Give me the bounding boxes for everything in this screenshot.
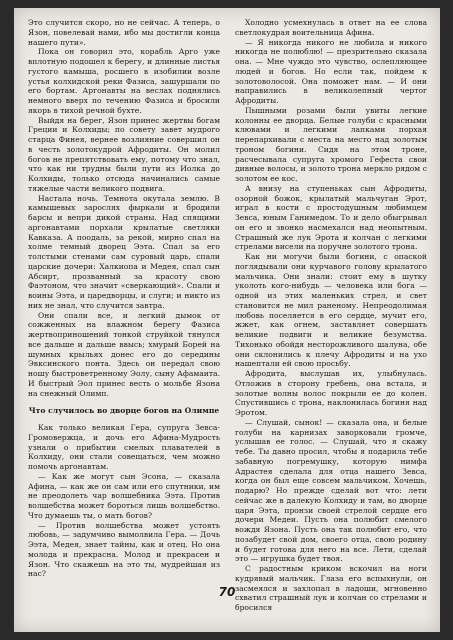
left-text-column <box>28 18 220 579</box>
paragraph: Пышными розами были увиты легкие колонны ее дворца. Белые голуби с красными клювами и легкими лапками порхая перепархивали с места на место над золотым троном богини. Сидя на этом троне, расчесывала супруга хромого Гефеста свои дивные волосы, и золото трона меркло рядом с золотом ее кос. <box>235 105 427 183</box>
page-number: 70 <box>218 585 236 599</box>
paragraph: А внизу на ступеньках сын Афродиты, озорной божок, крылатый мальчуган Эрот, играл в кости с простодушным любимцем Зевса, юным Ганимедом. То и дело обыгрывал он его и звонко насмехался над неопытным. Страшный же лук Эрота и колчан с легкими стрелами висели на поручне золотого трона. <box>235 183 427 252</box>
book-page <box>14 8 440 632</box>
right-text-column <box>235 18 427 613</box>
paragraph: Афродита, выслушав их, улыбнулась. Отложив в сторону гребень, она встала, и золотые волны волос покрыли ее до колен. Спустившись с трона, наклонилась богиня над Эротом. <box>235 369 427 417</box>
paragraph: — Слушай, сынок! — сказала она, и белые голуби на карнизах заворковали громче, услышав ее голос. — Слушай, что я скажу тебе. Ты давно просил, чтобы я подарила тебе забавную погремушку, которую нимфа Адрастея сделала для отца нашего Зевса, когда он был еще совсем мальчиком. Хочешь, подарю? Но прежде сделай вот что: лети сейчас же в далекую Колхиду и там, во дворце царя Ээта, пронзи своей стрелой сердце его дочери Медеи. Пусть она полюбит смелого вождя Язона. Пусть она так полюбит его, что позабудет свой дом, своего отца, свою родину и будет готова для него на все. Лети, сделай это — игрушка будет твоя. <box>235 417 427 564</box>
paragraph: Как только великая Гера, супруга Зевса-Громовержца, и дочь его Афина-Мудрость узнали о прибытии смелых плавателей в Колхиду, они стали совещаться, чем можно помочь аргонавтам. <box>28 423 220 471</box>
paragraph: Холодно усмехнулась в ответ на ее слова светлокудрая воительница Афина. <box>235 18 427 37</box>
paragraph: Настала ночь. Темнота окутала землю. В камышевых зарослях фыркали и бродили барсы и вепри дикой страны. Над спящими аргонавтами порхали крылатые светляки Кавказа. А поодаль, за рекой, мирно спал на холме темный дворец Ээта. Спал за его толстыми стенами сам суровый царь, спали царские дочери: Халкиопа и Медея, спал сын Абсирт, прозванный за красоту свою Фаэтоном, что значит «сверкающий». Спали и воины Ээта, и царедворцы, и слуги; и никто из них не знал, что случится завтра. <box>28 193 220 310</box>
paragraph: — Я никогда никого не любила и никого никогда не полюблю! — презрительно сказала она. — Мне чуждо это чувство, ослепляющее людей и богов. Но если так, пойдем к золотоволосой. Она поможет нам. — И они направились в великолепный чертог Афродиты. <box>235 37 427 105</box>
paragraph: Пока он говорил это, корабль Арго уже вплотную подошел к берегу, и длинные листья густого камыша, росшего в изобилии возле устья колхидской реки Фазиса, зашуршали по его бортам. Аргонавты на веслах поднялись немного вверх по течению Фазиса и бросили якорь в тихой речной бухте. <box>28 47 220 115</box>
paragraph: Они спали все, и легкий дымок от сожженных на влажном берегу Фазиса жертвоприношений тонкой струйкой тянулся все дальше и дальше ввысь; хмурый Борей на шумных крыльях донес его до середины Эвксинского понта. Здесь он передал свою ношу быстроветренному Эолу, сыну Афамаита. И быстрый Эол принес весть о мольбе Язона на снежный Олимп. <box>28 310 220 398</box>
paragraph: — Против волшебства может устоять любовь, — задумчиво вымолвила Гера. — Дочь Ээта, Медея, знает тайны, как и отец. Но она молода и прекрасна. Молод и прекрасен и Язон. Что скажешь на это ты, мудрейшая из нас? <box>28 520 220 579</box>
section-heading: Что случилось во дворце богов на Олимпе <box>28 406 220 416</box>
paragraph: Выйдя на берег, Язон принес жертвы богам Греции и Колхиды; по совету завет мудрого старца Финея, вернее возлияние совершил он в честь золотокудрой Афродиты. Он молил богов не препятствовать ему, потому что знал, что как ни трудны были пути из Иолка до Колхиды, только отсюда начинались самые тяжелые части великого подвига. <box>28 115 220 193</box>
paragraph: С радостным криком вскочил на ноги кудрявый мальчик. Глаза его вспыхнули, он засмеялся и захлопал в ладоши, мгновенно схватил страшный лук и колчан со стрелами и бросился <box>235 564 427 612</box>
paragraph: Это случится скоро, но не сейчас. А теперь, о Язон, повелевай нами, ибо мы достигли конца нашего пути». <box>28 18 220 47</box>
paragraph: — Как же могут сын Эсона, — сказала Афина, — как же он сам или его спутники, им не преодолеть чар волшебника Ээта. Против волшебства может бороться лишь волшебство. Что думаешь ты, о мать богов? <box>28 471 220 520</box>
paragraph: Как ни могучи были богини, с опаской поглядывали они курчавого голову крылатого мальчика. Они знали: стоит ему в шутку уколоть кого-нибудь — человека или бога — одной из этих маленьких стрел, и свет становится не мил раненому. Непреодолимая любовь поселяется в его сердце, мучит его, жжет, как огнем, заставляет совершать великие подвиги и великие безумства. Тихонько обойдя несторожливого шалуна, обе они склонились к плечу Афродиты и на ухо нашептали ей свою просьбу. <box>235 252 427 369</box>
